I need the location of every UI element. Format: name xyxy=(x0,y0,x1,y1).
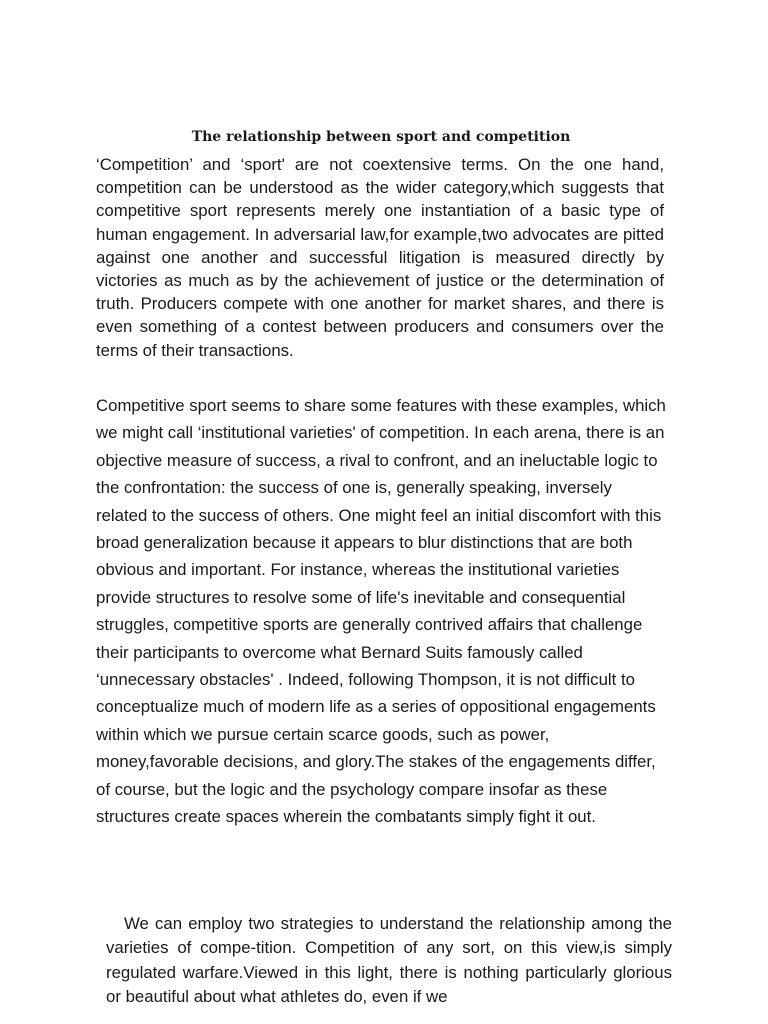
paragraph-institutional-varieties: Competitive sport seems to share some features with these examples, which we might call ‘institutional varieties' of competition. In each arena, there is an objective measure of success, a rival to confront, and an ineluctable logic to the confrontation: the success of one is, generally speaking, inversely related to the success of others. One might feel an initial discomfort with this broad generalization because it appears to blur distinctions that are both obvious and important. For instance, whereas the institutional varieties provide structures to resolve some of life's inevitable and consequential struggles, competitive sports are generally contrived affairs that challenge their participants to overcome what Bernard Suits famously called ‘unnecessary obstacles' . Indeed, following Thompson, it is not difficult to conceptualize much of modern life as a series of oppositional engagements within which we pursue certain scarce goods, such as power, money,favorable decisions, and glory.The stakes of the engagements differ, of course, but the logic and the psychology compare insofar as these structures create spaces wherein the combatants simply fight it out. xyxy=(96,396,666,827)
paragraph-two-strategies: We can employ two strategies to understand the relationship among the varieties of compe-tition. Competition of any sort, on this view,is simply regulated warfare.Viewed in this light, there is nothing particularly glorious or beautiful about what athletes do, even if we xyxy=(106,914,672,1007)
document-title: The relationship between sport and competition xyxy=(191,129,571,145)
paragraph-competition-vs-sport: ‘Competition’ and ‘sport' are not coextensive terms. On the one hand, competition can be understood as the wider category,which suggests that competitive sport represents merely one instantiation of a basic type of human engagement. In adversarial law,for example,two advocates are pitted against one another and successful litigation is measured directly by victories as much as by the achievement of justice or the determination of truth. Producers compete with one another for market shares, and there is even something of a contest between producers and consumers over the terms of their transactions. xyxy=(96,155,664,360)
